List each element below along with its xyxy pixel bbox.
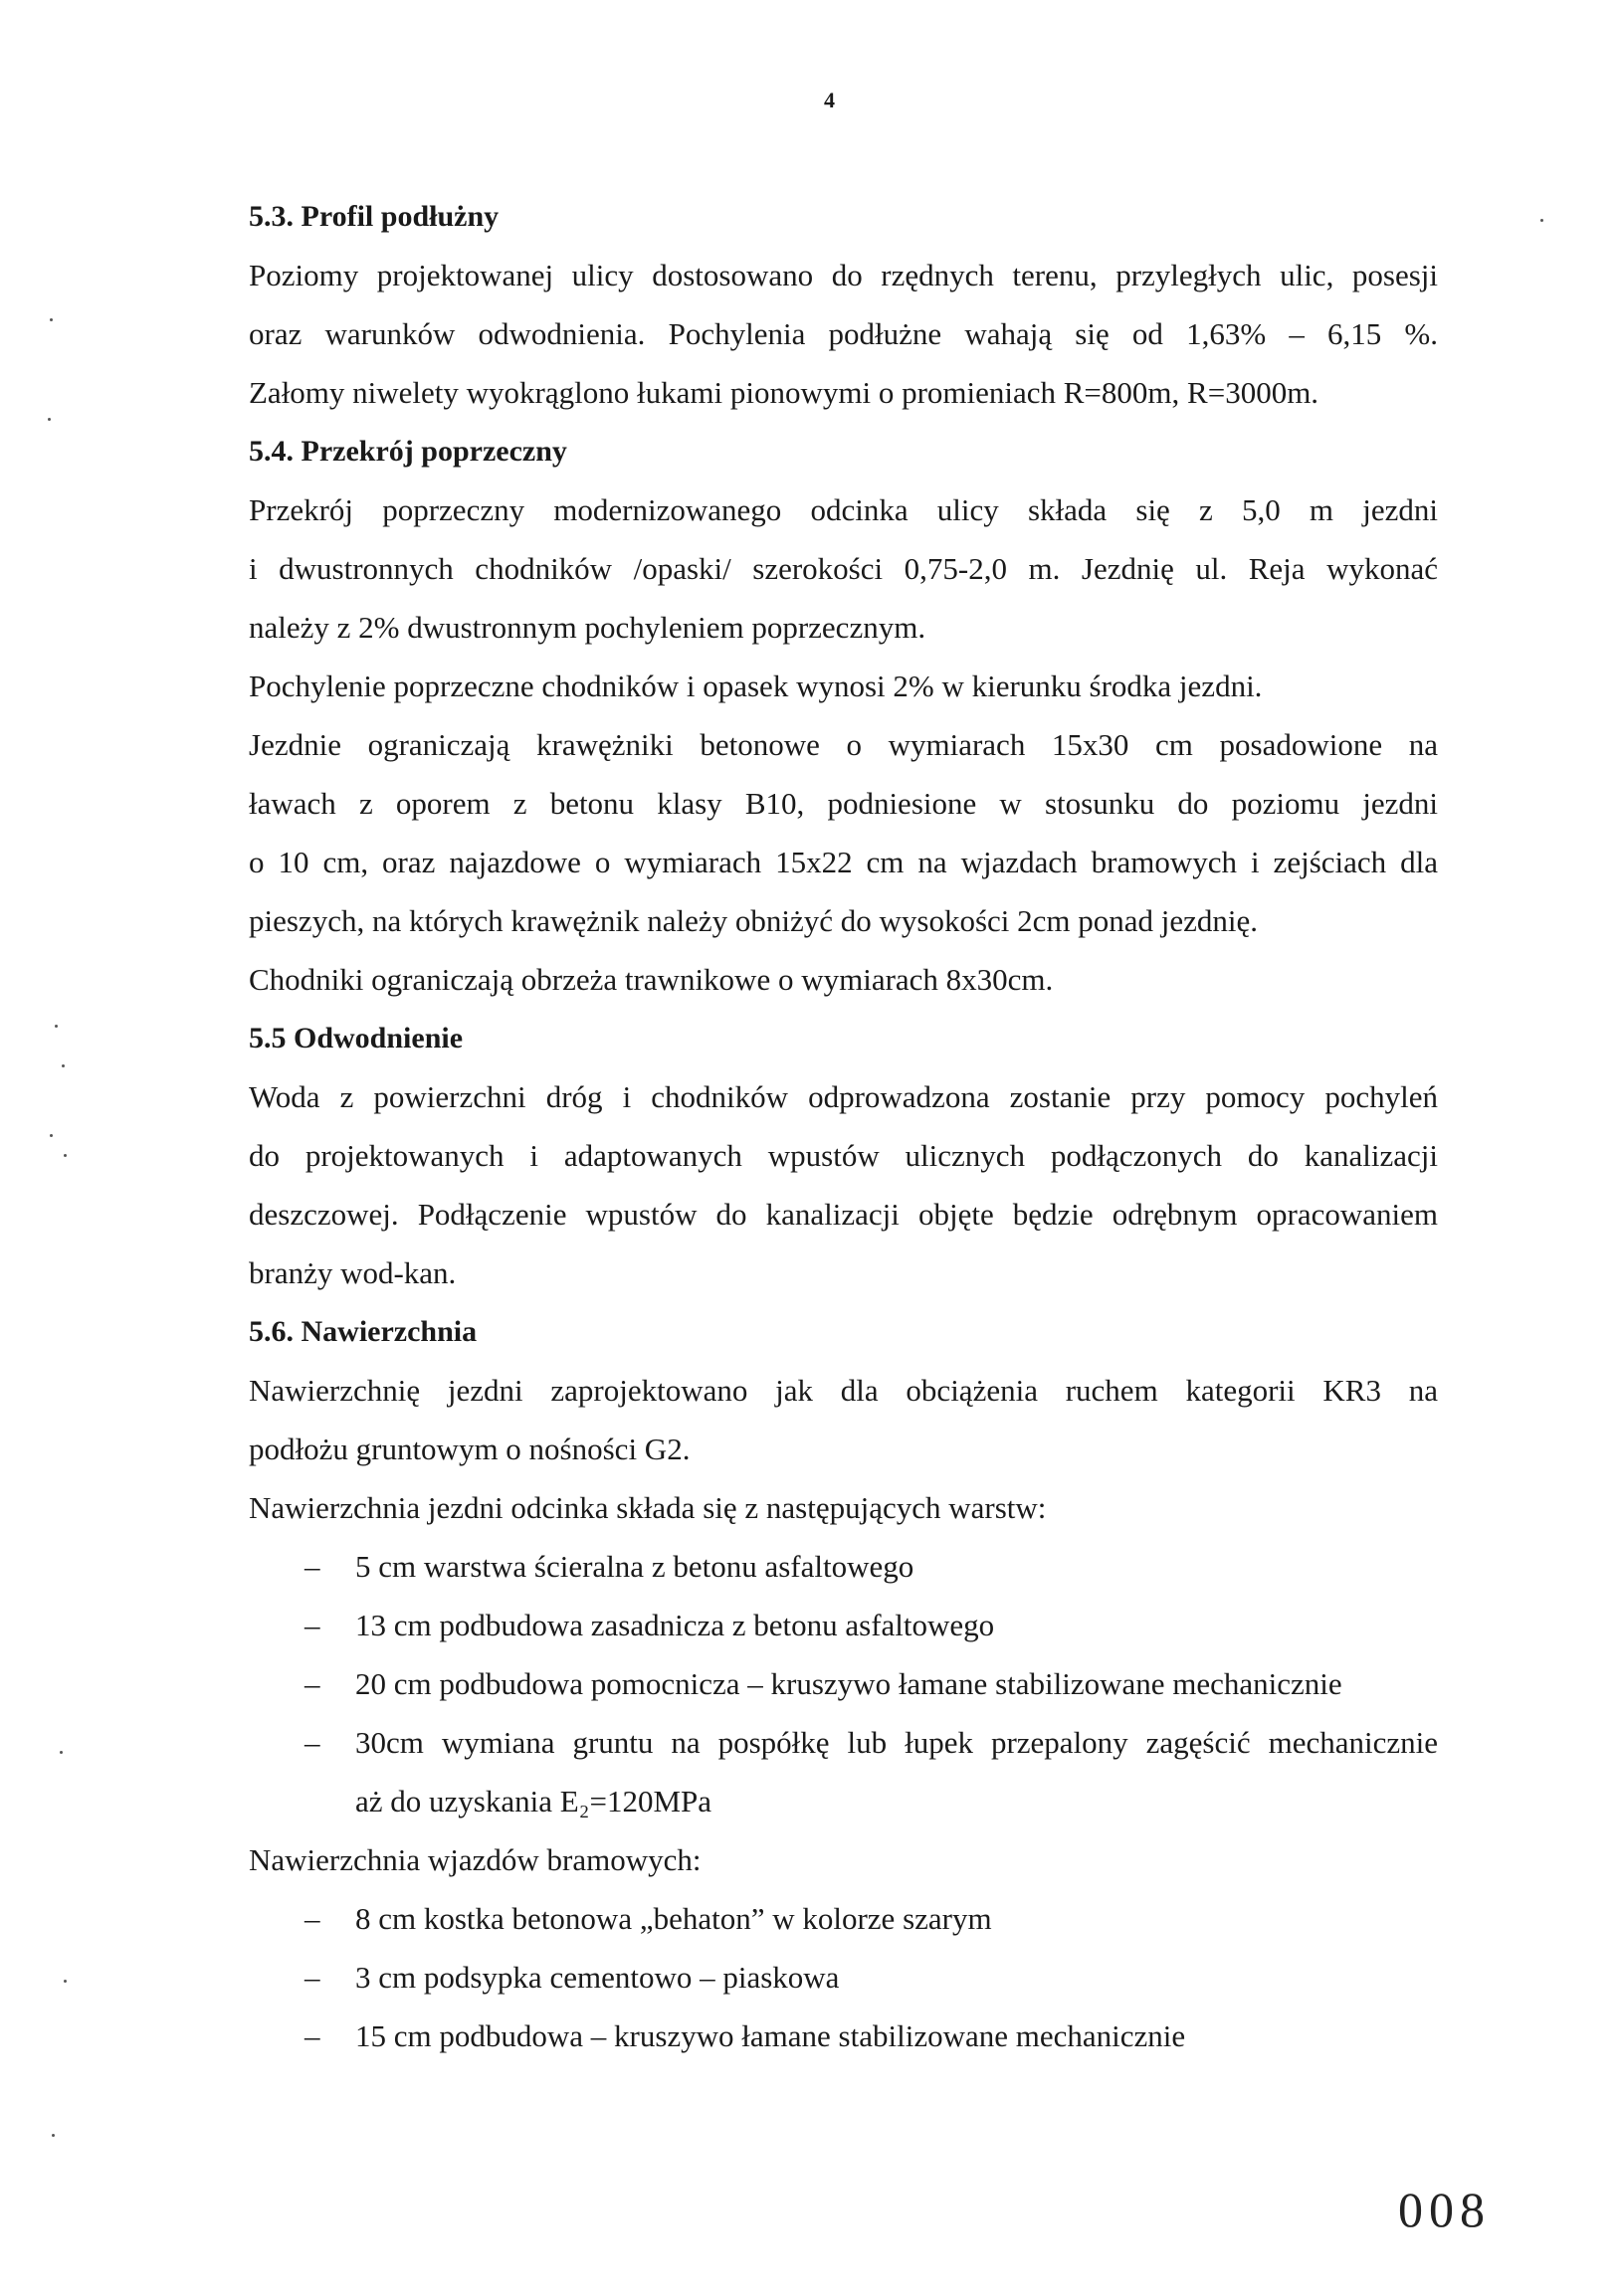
- section-5-4: [249, 422, 1438, 1009]
- layer-list-driveways: [249, 1889, 1438, 2065]
- list-item: [249, 1948, 1438, 2007]
- text-line: deszczowej. Podłączenie wpustów do kanalizacji objęte będzie odrębnym opracowaniem: [249, 1197, 1438, 1232]
- text-line: Chodniki ograniczają obrzeża trawnikowe o wymiarach 8x30cm.: [249, 962, 1054, 997]
- dash-bullet: –: [304, 1666, 320, 1701]
- scan-speck: [64, 1154, 67, 1157]
- paragraph: [249, 715, 1438, 950]
- section-heading: 5.5 Odwodnienie: [249, 1022, 464, 1054]
- section-5-6: [249, 1302, 1438, 2065]
- scan-speck: [50, 318, 53, 321]
- scan-speck: [52, 2134, 55, 2137]
- text-line: Pochylenie poprzeczne chodników i opasek wynosi 2% w kierunku środka jezdni.: [249, 669, 1263, 703]
- paragraph: [249, 1067, 1438, 1302]
- document-body: [249, 187, 1438, 2065]
- dash-bullet: –: [304, 1960, 320, 1995]
- scan-speck: [1540, 219, 1543, 222]
- scan-speck: [62, 1064, 65, 1067]
- paragraph: [249, 480, 1438, 657]
- section-heading: 5.4. Przekrój poprzeczny: [249, 435, 567, 468]
- section-5-3: [249, 187, 1438, 422]
- list-item: [249, 1654, 1438, 1713]
- list-item-text: 3 cm podsypka cementowo – piaskowa: [355, 1960, 840, 1995]
- text-line: ławach z oporem z betonu klasy B10, podniesione w stosunku do poziomu jezdni: [249, 786, 1438, 821]
- text-line: i dwustronnych chodników /opaski/ szerokości 0,75-2,0 m. Jezdnię ul. Reja wykonać: [249, 551, 1438, 586]
- text-line: należy z 2% dwustronnym pochyleniem poprzecznym.: [249, 610, 926, 645]
- list-item-continuation: aż do uzyskania E₂=120MPa: [355, 1784, 712, 1818]
- section-heading: 5.6. Nawierzchnia: [249, 1315, 478, 1348]
- subheading: Nawierzchnia wjazdów bramowych:: [249, 1842, 702, 1877]
- layer-list-road: [249, 1537, 1438, 1830]
- list-item-text: 30cm wymiana gruntu na pospółkę lub łupek przepalony zagęścić mechanicznie: [355, 1725, 1438, 1760]
- paragraph: [249, 1478, 1438, 1537]
- text-line: Załomy niwelety wyokrąglono łukami pionowymi o promieniach R=800m, R=3000m.: [249, 375, 1319, 410]
- list-item-text: 5 cm warstwa ścieralna z betonu asfaltowego: [355, 1549, 914, 1584]
- list-item: [249, 1537, 1438, 1596]
- text-line: do projektowanych i adaptowanych wpustów ulicznych podłączonych do kanalizacji: [249, 1138, 1438, 1173]
- list-item-text: 15 cm podbudowa – kruszywo łamane stabilizowane mechanicznie: [355, 2018, 1186, 2053]
- text-line: podłożu gruntowym o nośności G2.: [249, 1432, 691, 1466]
- text-line: oraz warunków odwodnienia. Pochylenia podłużne wahają się od 1,63% – 6,15 %.: [249, 316, 1438, 351]
- dash-bullet: –: [304, 1549, 320, 1584]
- list-item-text: 20 cm podbudowa pomocnicza – kruszywo łamane stabilizowane mechanicznie: [355, 1666, 1342, 1701]
- section-heading: 5.3. Profil podłużny: [249, 200, 500, 233]
- dash-bullet: –: [304, 1608, 320, 1642]
- list-item: [249, 1889, 1438, 1948]
- scan-speck: [64, 1980, 67, 1983]
- text-line: Nawierzchnia jezdni odcinka składa się z następujących warstw:: [249, 1490, 1047, 1525]
- scan-speck: [60, 1751, 63, 1754]
- list-item: [249, 2007, 1438, 2065]
- paragraph: [249, 1361, 1438, 1478]
- scan-speck: [55, 1025, 58, 1028]
- paragraph: [249, 246, 1438, 422]
- scan-speck: [50, 1134, 53, 1137]
- text-line: pieszych, na których krawężnik należy obniżyć do wysokości 2cm ponad jezdnię.: [249, 903, 1259, 938]
- dash-bullet: –: [304, 2018, 320, 2053]
- dash-bullet: –: [304, 1725, 320, 1760]
- text-line: branży wod-kan.: [249, 1255, 457, 1290]
- handwritten-page-stamp: 008: [1398, 2182, 1491, 2237]
- text-line: o 10 cm, oraz najazdowe o wymiarach 15x22 cm na wjazdach bramowych i zejściach dla: [249, 845, 1438, 879]
- list-item-text: 13 cm podbudowa zasadnicza z betonu asfaltowego: [355, 1608, 995, 1642]
- section-5-5: [249, 1009, 1438, 1302]
- page-number: 4: [824, 88, 835, 112]
- list-item: [249, 1713, 1438, 1830]
- paragraph: [249, 657, 1438, 715]
- dash-bullet: –: [304, 1901, 320, 1936]
- scan-speck: [48, 418, 51, 421]
- text-line: Woda z powierzchni dróg i chodników odprowadzona zostanie przy pomocy pochyleń: [249, 1079, 1438, 1114]
- text-line: Jezdnie ograniczają krawężniki betonowe o wymiarach 15x30 cm posadowione na: [249, 727, 1438, 762]
- text-line: Przekrój poprzeczny modernizowanego odcinka ulicy składa się z 5,0 m jezdni: [249, 492, 1438, 527]
- text-line: Nawierzchnię jezdni zaprojektowano jak dla obciążenia ruchem kategorii KR3 na: [249, 1373, 1438, 1408]
- text-line: Poziomy projektowanej ulicy dostosowano do rzędnych terenu, przyległych ulic, posesji: [249, 258, 1438, 292]
- paragraph: [249, 950, 1438, 1009]
- list-item: [249, 1596, 1438, 1654]
- list-item-text: 8 cm kostka betonowa „behaton” w kolorze szarym: [355, 1901, 992, 1936]
